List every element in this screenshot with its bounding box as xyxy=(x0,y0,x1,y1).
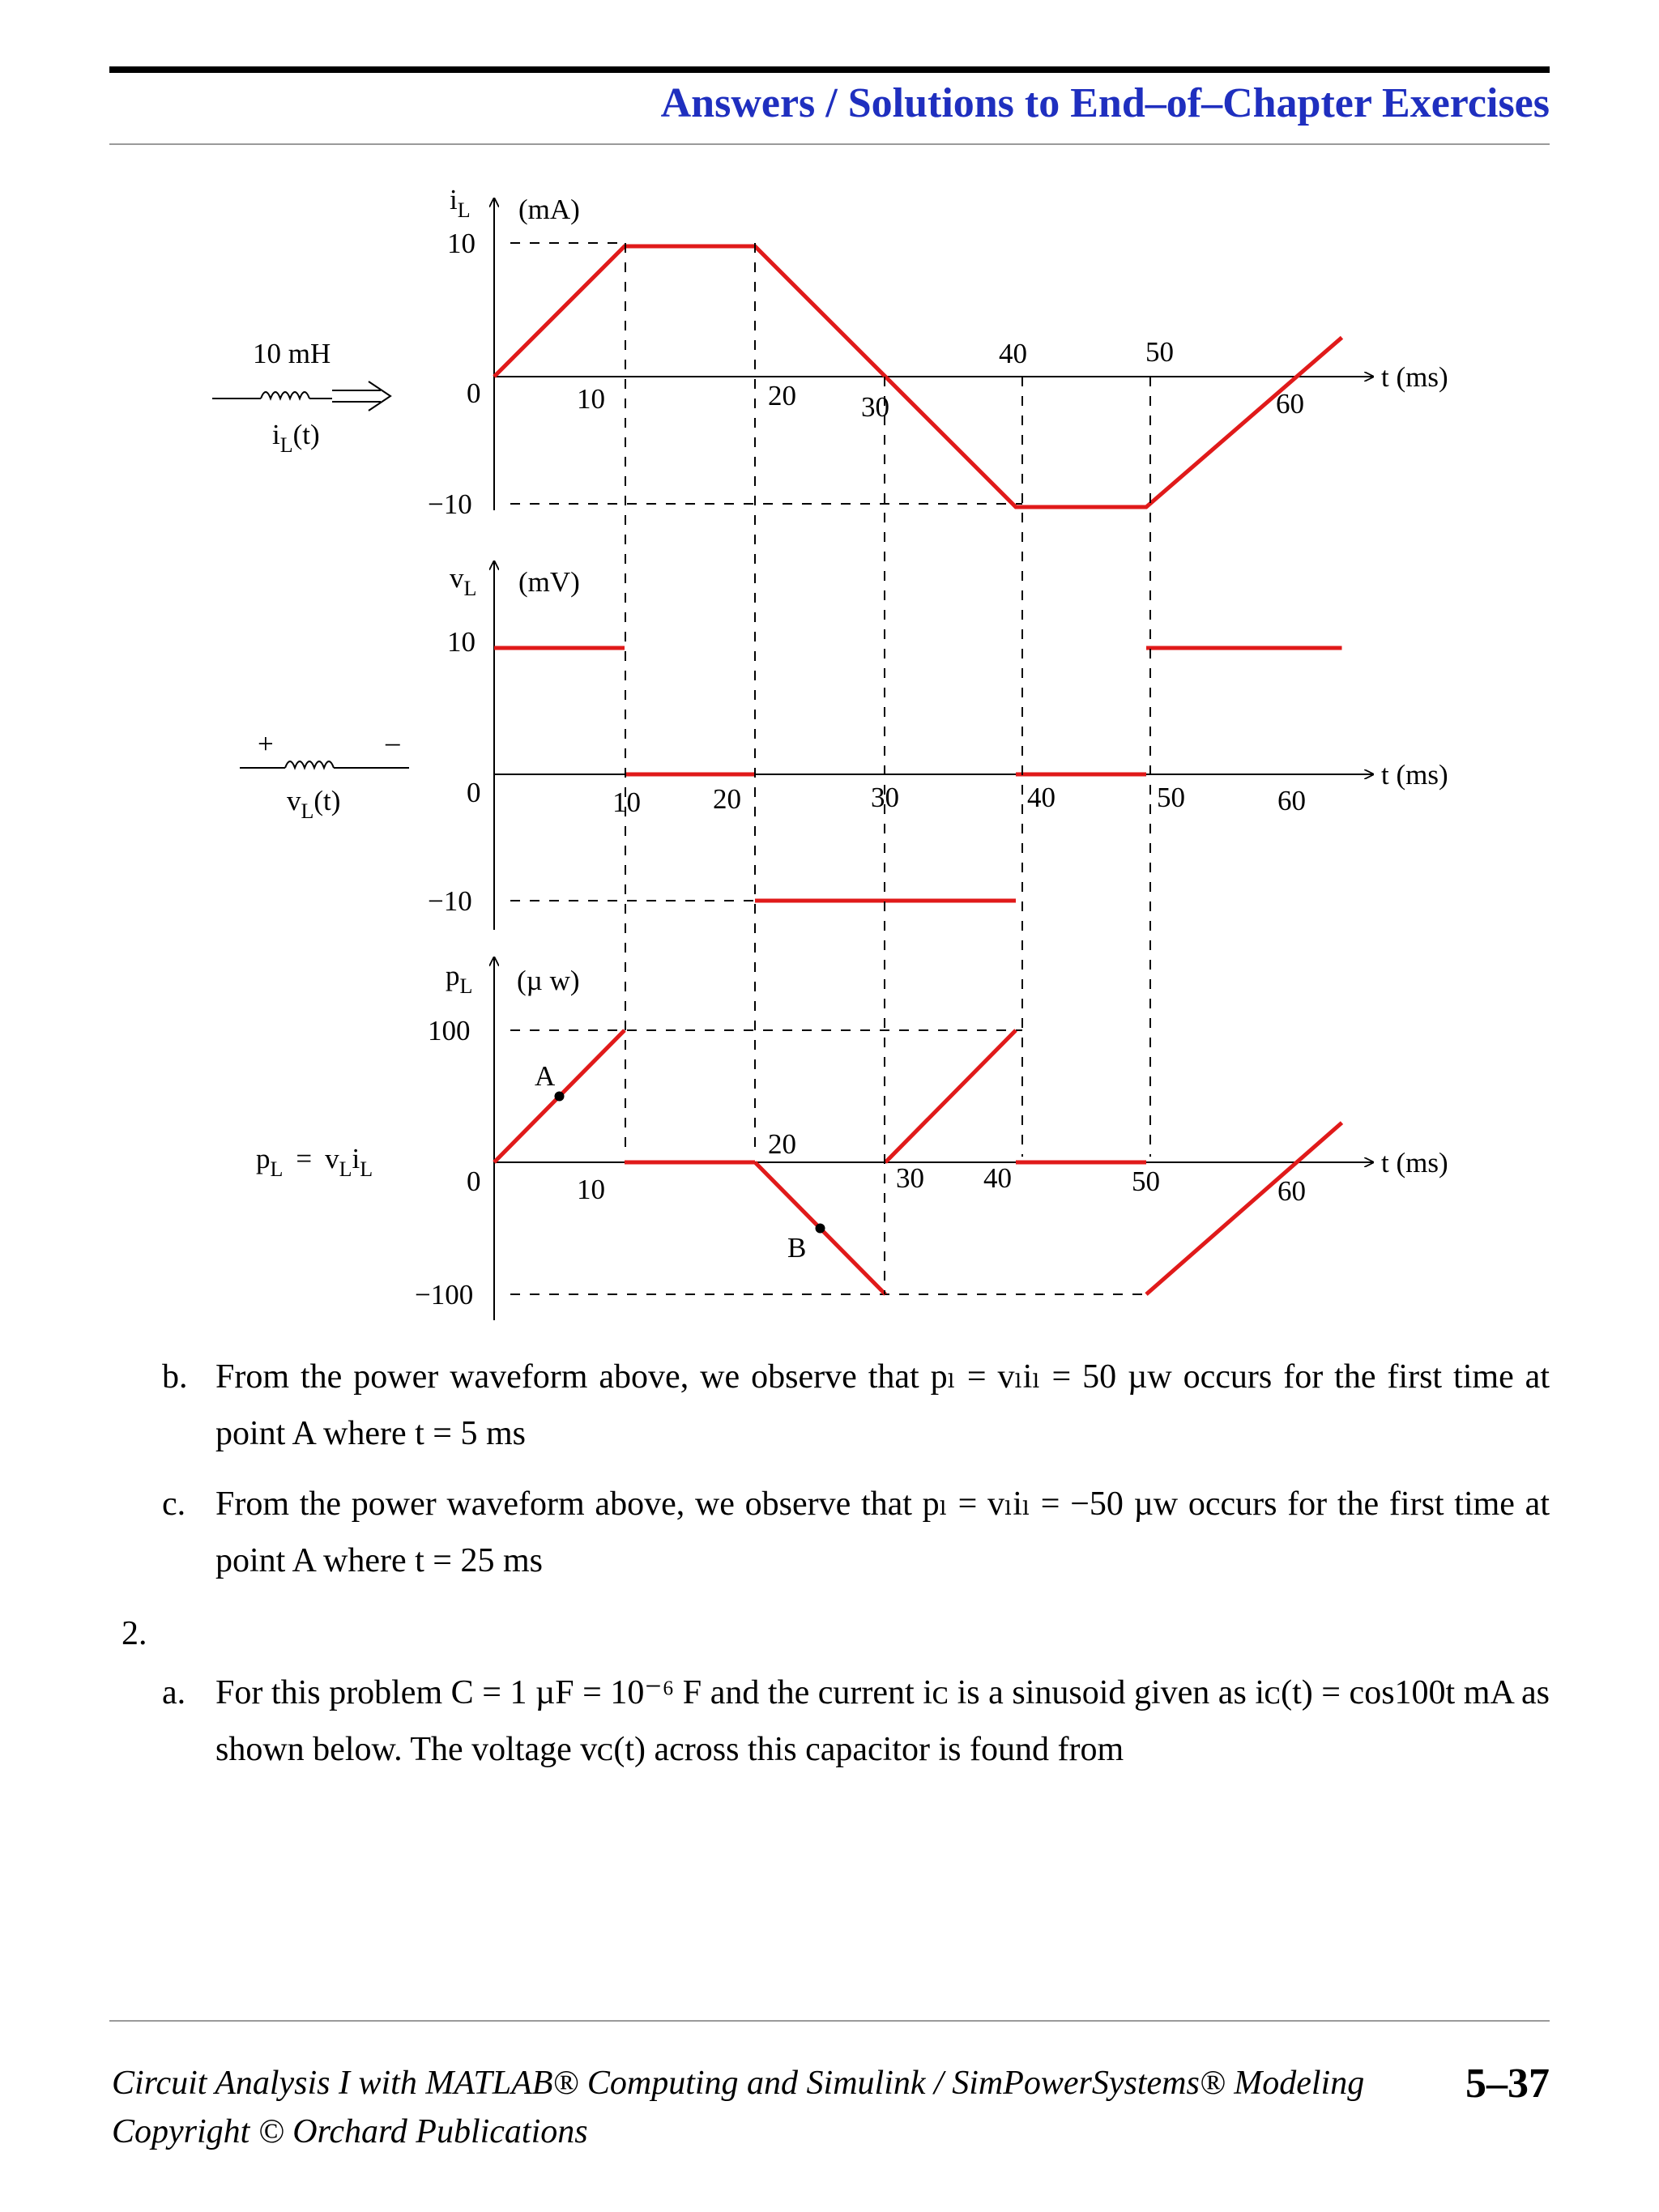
current-xtick-10: 10 xyxy=(577,383,605,415)
current-y-unit: (mA) xyxy=(518,194,580,225)
power-segment-5 xyxy=(1146,1123,1342,1294)
plus-sign: + xyxy=(258,728,274,760)
power-segment-3 xyxy=(885,1030,1016,1162)
problem-2-label: 2. xyxy=(122,1615,147,1652)
power-panel xyxy=(256,957,1448,1320)
current-xtick-50: 50 xyxy=(1145,336,1174,368)
power-y-label: $p_L$ xyxy=(446,960,473,998)
header-title: Answers / Solutions to End–of–Chapter Exercises xyxy=(660,80,1550,126)
power-xtick-10: 10 xyxy=(577,1174,605,1205)
current-ytick-10: 10 xyxy=(447,228,476,259)
current-xtick-60: 60 xyxy=(1276,388,1304,420)
inductor-voltage-var: $v_L(t)$ xyxy=(287,785,341,823)
voltage-y-label: $v_L$ xyxy=(450,562,477,600)
voltage-xtick-30: 30 xyxy=(871,782,899,813)
power-y-unit: (µ w) xyxy=(517,965,580,996)
item-c-label: c. xyxy=(162,1485,186,1523)
voltage-xtick-10: 10 xyxy=(612,786,641,818)
point-b-marker xyxy=(816,1224,825,1234)
power-ytick-100: 100 xyxy=(428,1015,471,1046)
current-x-label: t (ms) xyxy=(1381,361,1448,393)
voltage-ytick-10: 10 xyxy=(447,626,476,658)
power-xtick-30: 30 xyxy=(896,1162,924,1194)
point-b-label: B xyxy=(787,1232,807,1264)
voltage-x-label: t (ms) xyxy=(1381,759,1448,791)
current-xtick-20: 20 xyxy=(768,380,796,411)
current-xtick-40: 40 xyxy=(999,338,1027,369)
voltage-xtick-20: 20 xyxy=(713,783,741,815)
voltage-ytick-neg10: −10 xyxy=(428,885,472,917)
power-equation: $p_L = v_Li_L$ xyxy=(256,1143,373,1181)
inductor-current-var: $i_L(t)$ xyxy=(272,419,320,457)
power-ytick-neg100: −100 xyxy=(415,1279,474,1311)
current-ytick-neg10: −10 xyxy=(428,488,472,520)
inductor-symbol-voltage xyxy=(240,727,409,823)
power-xtick-50: 50 xyxy=(1132,1166,1160,1197)
power-xtick-20: 20 xyxy=(768,1128,796,1160)
inductor-value: 10 mH xyxy=(253,338,331,369)
footer-book-title: Circuit Analysis I with MATLAB® Computing and Simulink / SimPowerSystems® Modeling xyxy=(112,2065,1365,2102)
problem-2-number xyxy=(122,1605,147,1662)
voltage-xtick-60: 60 xyxy=(1277,785,1306,816)
point-a-marker xyxy=(555,1092,565,1102)
footer-copyright: Copyright © Orchard Publications xyxy=(112,2113,588,2150)
current-xtick-30: 30 xyxy=(861,391,889,423)
current-direction-arrow xyxy=(332,381,390,411)
voltage-y-unit: (mV) xyxy=(518,566,580,598)
voltage-ytick-0: 0 xyxy=(467,777,481,808)
current-y-label: $i_L$ xyxy=(450,184,471,222)
page-number: 5–37 xyxy=(1465,2061,1550,2107)
item-a-text: For this problem C = 1 µF = 10⁻⁶ F and the current iᴄ is a sinusoid given as iᴄ(t) = cos100t mA as shown below. The voltage vᴄ(t) across this capacitor is found from xyxy=(215,1674,1550,1768)
minus-sign: – xyxy=(386,727,400,758)
voltage-xtick-50: 50 xyxy=(1157,782,1185,813)
power-ytick-0: 0 xyxy=(467,1166,481,1197)
item-b xyxy=(162,1349,1550,1462)
item-a-label: a. xyxy=(162,1674,186,1711)
current-panel xyxy=(212,184,1448,520)
item-c-text: From the power waveform above, we observe that pₗ = vₗiₗ = −50 µw occurs for the first time at point A where t = 25 ms xyxy=(215,1485,1550,1579)
footer-rule xyxy=(109,2020,1550,2022)
point-a-label: A xyxy=(535,1060,556,1092)
inductor-symbol-current xyxy=(212,338,390,457)
voltage-panel xyxy=(240,561,1448,930)
power-xtick-60: 60 xyxy=(1277,1175,1306,1207)
power-xtick-40: 40 xyxy=(983,1162,1012,1194)
item-a xyxy=(162,1664,1550,1778)
power-x-label: t (ms) xyxy=(1381,1147,1448,1178)
item-c xyxy=(162,1476,1550,1589)
current-ytick-0: 0 xyxy=(467,377,481,409)
item-b-label: b. xyxy=(162,1358,188,1396)
item-b-text: From the power waveform above, we observe that pₗ = vₗiₗ = 50 µw occurs for the first time at point A where t = 5 ms xyxy=(215,1358,1550,1452)
voltage-xtick-40: 40 xyxy=(1027,782,1056,813)
